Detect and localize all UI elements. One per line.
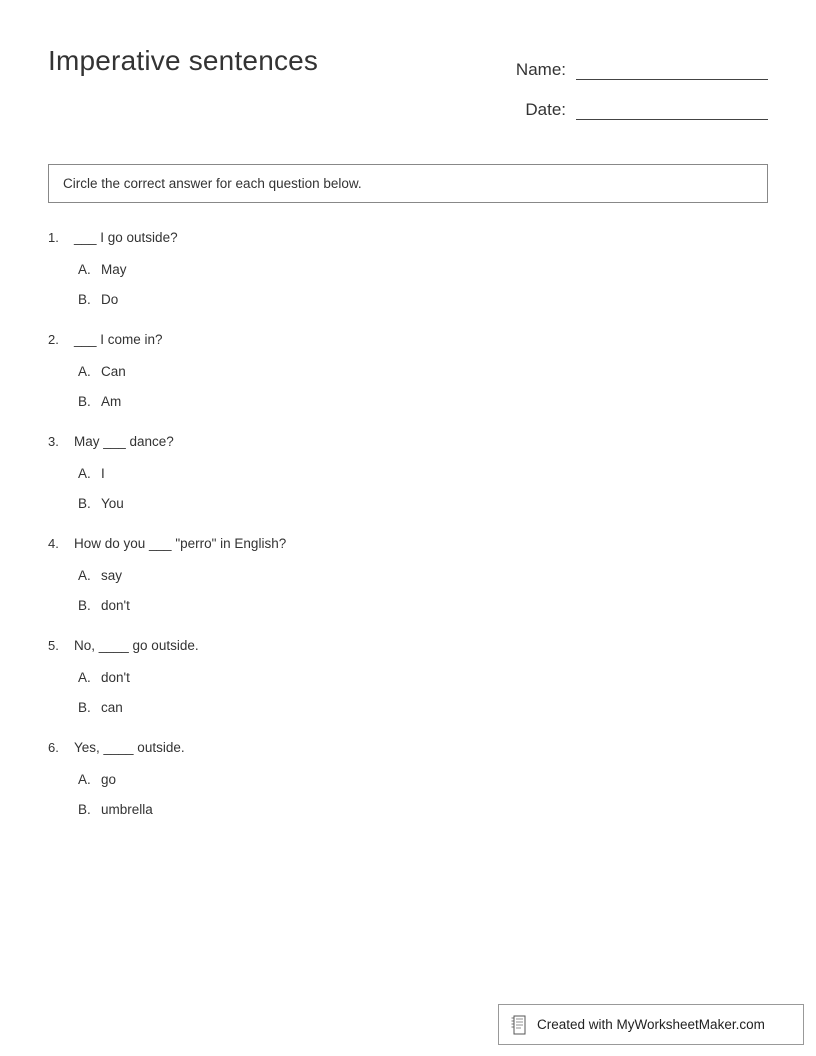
choice-option[interactable] [78,566,768,586]
choice-text: don't [101,598,130,613]
created-with-badge[interactable] [498,1004,804,1045]
choice-label: A. [78,670,91,685]
choice-label: B. [78,802,91,817]
question-number: 3. [48,434,59,449]
choice-text: can [101,700,123,715]
question-item [48,432,768,514]
choice-text: Am [101,394,122,409]
date-input-line[interactable] [576,99,768,120]
name-date-block [498,48,768,128]
question-line [48,534,768,554]
choice-label: B. [78,292,91,307]
question-text: How do you ___ "perro" in English? [74,536,287,551]
choice-list [48,260,768,310]
choice-text: go [101,772,117,787]
question-line [48,432,768,452]
choice-label: A. [78,772,91,787]
question-number: 5. [48,638,59,653]
choice-option[interactable] [78,290,768,310]
choice-option[interactable] [78,668,768,688]
choice-text: say [101,568,123,583]
choice-label: A. [78,466,91,481]
worksheet-maker-logo-icon [511,1015,529,1035]
choice-list [48,464,768,514]
choice-option[interactable] [78,392,768,412]
name-input-line[interactable] [576,59,768,80]
instructions-box: Circle the correct answer for each question below. [48,164,768,203]
choice-text: Can [101,364,126,379]
created-with-text: Created with MyWorksheetMaker.com [537,1017,765,1032]
worksheet-header [48,44,768,124]
name-label: Name: [515,60,566,79]
question-line [48,636,768,656]
date-field-row [498,88,768,120]
question-item [48,228,768,310]
questions-list [48,228,768,840]
choice-label: B. [78,700,91,715]
choice-text: I [101,466,105,481]
question-text: May ___ dance? [74,434,174,449]
question-number: 2. [48,332,59,347]
question-item [48,330,768,412]
choice-label: B. [78,394,91,409]
question-item [48,534,768,616]
question-item [48,738,768,820]
choice-list [48,770,768,820]
choice-text: Do [101,292,119,307]
question-number: 4. [48,536,59,551]
choice-list [48,362,768,412]
question-text: ___ I come in? [74,332,163,347]
choice-list [48,668,768,718]
question-text: ___ I go outside? [74,230,178,245]
choice-text: You [101,496,124,511]
choice-option[interactable] [78,800,768,820]
question-line [48,330,768,350]
choice-label: A. [78,364,91,379]
question-number: 1. [48,230,59,245]
choice-label: B. [78,496,91,511]
choice-option[interactable] [78,596,768,616]
choice-text: don't [101,670,130,685]
choice-option[interactable] [78,770,768,790]
question-line [48,738,768,758]
choice-option[interactable] [78,698,768,718]
choice-label: B. [78,598,91,613]
page-title: Imperative sentences [48,45,319,76]
choice-option[interactable] [78,260,768,280]
choice-text: May [101,262,127,277]
date-label: Date: [525,100,566,119]
choice-option[interactable] [78,362,768,382]
question-item [48,636,768,718]
question-number: 6. [48,740,59,755]
choice-text: umbrella [101,802,153,817]
question-text: Yes, ____ outside. [74,740,185,755]
question-text: No, ____ go outside. [74,638,199,653]
question-line [48,228,768,248]
choice-list [48,566,768,616]
name-field-row [498,48,768,80]
choice-option[interactable] [78,464,768,484]
choice-label: A. [78,568,91,583]
choice-option[interactable] [78,494,768,514]
choice-label: A. [78,262,91,277]
